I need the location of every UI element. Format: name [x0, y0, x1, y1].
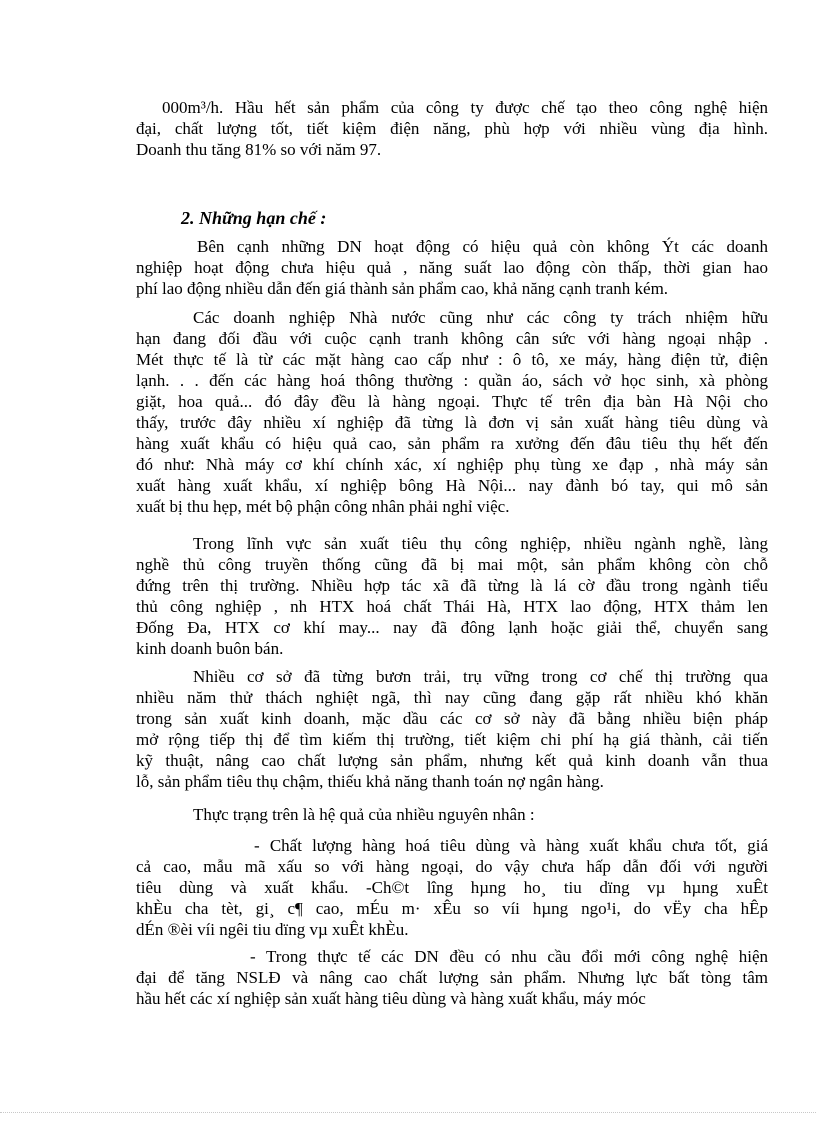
text-line: dÉn ®èi víi ngêi tiu dïng vµ xuÊt khÈu.	[136, 920, 409, 939]
text-line: Doanh thu tăng 81% so với năm 97.	[136, 140, 382, 159]
text-line: Trong lĩnh vực sản xuất tiêu thụ công nghiệp, nhiều ngành nghề, làng	[193, 534, 768, 553]
text-line: mở rộng tiếp thị để tìm kiếm thị trường, tiết kiệm chi phí hạ giá thành, cải tiến	[136, 730, 768, 749]
text-line: trong sản xuất kinh doanh, mặc dầu các cơ sở này đã bằng nhiều biện pháp	[136, 709, 768, 728]
text-line: Nhiều cơ sở đã từng bươn trải, trụ vững trong cơ chế thị trường qua	[193, 667, 768, 686]
text-line: Mét thực tế là từ các mặt hàng cao cấp như : ô tô, xe máy, hàng điện tử, điện	[136, 350, 768, 369]
paragraph	[136, 946, 768, 1009]
paragraph	[136, 666, 768, 792]
page-bottom-divider	[0, 1112, 816, 1113]
paragraph	[136, 307, 768, 517]
text-line: thủ công nghiệp , nh HTX hoá chất Thái Hà, HTX lao động, HTX thảm len	[136, 597, 768, 616]
text-line: nhiều năm thử thách nghiệt ngã, thì nay cũng đang gặp rất nhiều khó khăn	[136, 688, 768, 707]
text-line: đứng trên thị trường. Nhiều hợp tác xã đã từng là lá cờ đầu trong ngành tiểu	[136, 576, 768, 595]
text-line: giặt, hoa quả... đó đây đều là hàng ngoại. Thực tế trên địa bàn Hà Nội cho	[136, 392, 768, 411]
text-line: tiêu dùng và xuất khẩu. -Ch©t lîng hµng ho¸ tiu dïng vµ hµng xuÊt	[136, 878, 768, 897]
text-line: phí lao động nhiều dẫn đến giá thành sản phẩm cao, khả năng cạnh tranh kém.	[136, 279, 669, 298]
text-line: kỹ thuật, nâng cao chất lượng sản phẩm, nhưng kết quả kinh doanh vẫn thua	[136, 751, 768, 770]
paragraph	[136, 533, 768, 659]
text-line: xuất hàng xuất khẩu, xí nghiệp bông Hà Nội... nay đành bó tay, qui mô sản	[136, 476, 768, 495]
text-line: hàng xuất khẩu có hiệu quả cao, sản phẩm ra xưởng đến đâu tiêu thụ hết đến	[136, 434, 768, 453]
text-line: khÈu cha tèt, gi¸ c¶ cao, mÉu m· xÊu so víi hµng ngo¹i, do vËy cha hÊp	[136, 899, 768, 918]
paragraph	[136, 236, 768, 299]
paragraph	[136, 835, 768, 940]
paragraph	[136, 804, 768, 825]
text-line: Thực trạng trên là hệ quả của nhiều nguyên nhân :	[193, 805, 535, 824]
text-line: - Chất lượng hàng hoá tiêu dùng và hàng xuất khẩu chưa tốt, giá	[254, 836, 768, 855]
text-line: cả cao, mẫu mã xấu so với hàng ngoại, do vậy chưa hấp dẫn đối với người	[136, 857, 768, 876]
text-line: đại để tăng NSLĐ và nâng cao chất lượng sản phẩm. Nhưng lực bất tòng tâm	[136, 968, 768, 987]
text-line: kinh doanh buôn bán.	[136, 639, 284, 658]
section-heading: 2. Những hạn chế :	[181, 208, 327, 228]
text-line: xuất bị thu hẹp, mét bộ phận công nhân phải nghỉ việc.	[136, 497, 510, 516]
text-line: đó như: Nhà máy cơ khí chính xác, xí nghiệp phụ tùng xe đạp , nhà máy sản	[136, 455, 768, 474]
text-line: - Trong thực tế các DN đều có nhu cầu đổi mới công nghệ hiện	[250, 947, 768, 966]
text-line: thấy, trước đây nhiều xí nghiệp đã từng là đơn vị sản xuất hàng tiêu dùng và	[136, 413, 768, 432]
text-line: đại, chất lượng tốt, tiết kiệm điện năng, phù hợp với nhiều vùng địa hình.	[136, 119, 768, 138]
text-line: Các doanh nghiệp Nhà nước cũng như các công ty trách nhiệm hữu	[193, 308, 768, 327]
paragraph-continuation	[136, 97, 768, 160]
text-line: lạnh. . . đến các hàng hoá thông thường : quần áo, sách vở học sinh, xà phòng	[136, 371, 768, 390]
text-line: hầu hết các xí nghiệp sản xuất hàng tiêu dùng và hàng xuất khẩu, máy móc	[136, 989, 646, 1008]
text-line: nghiệp hoạt động chưa hiệu quả , năng suất lao động còn thấp, thời gian hao	[136, 258, 768, 277]
text-line: Bên cạnh những DN hoạt động có hiệu quả còn không Ýt các doanh	[197, 237, 768, 256]
text-line: hạn đang đối đầu với cuộc cạnh tranh không cân sức với hàng ngoại nhập .	[136, 329, 768, 348]
text-line: nghề thủ công truyền thống cũng đã bị mai một, sản phẩm không còn chỗ	[136, 555, 768, 574]
text-line: lỗ, sản phẩm tiêu thụ chậm, thiếu khả năng thanh toán nợ ngân hàng.	[136, 772, 604, 791]
text-line: Đống Đa, HTX cơ khí may... nay đã đông lạnh hoặc giải thể, chuyển sang	[136, 618, 768, 637]
text-line: 000m³/h. Hầu hết sản phẩm của công ty được chế tạo theo công nghệ hiện	[162, 98, 768, 117]
